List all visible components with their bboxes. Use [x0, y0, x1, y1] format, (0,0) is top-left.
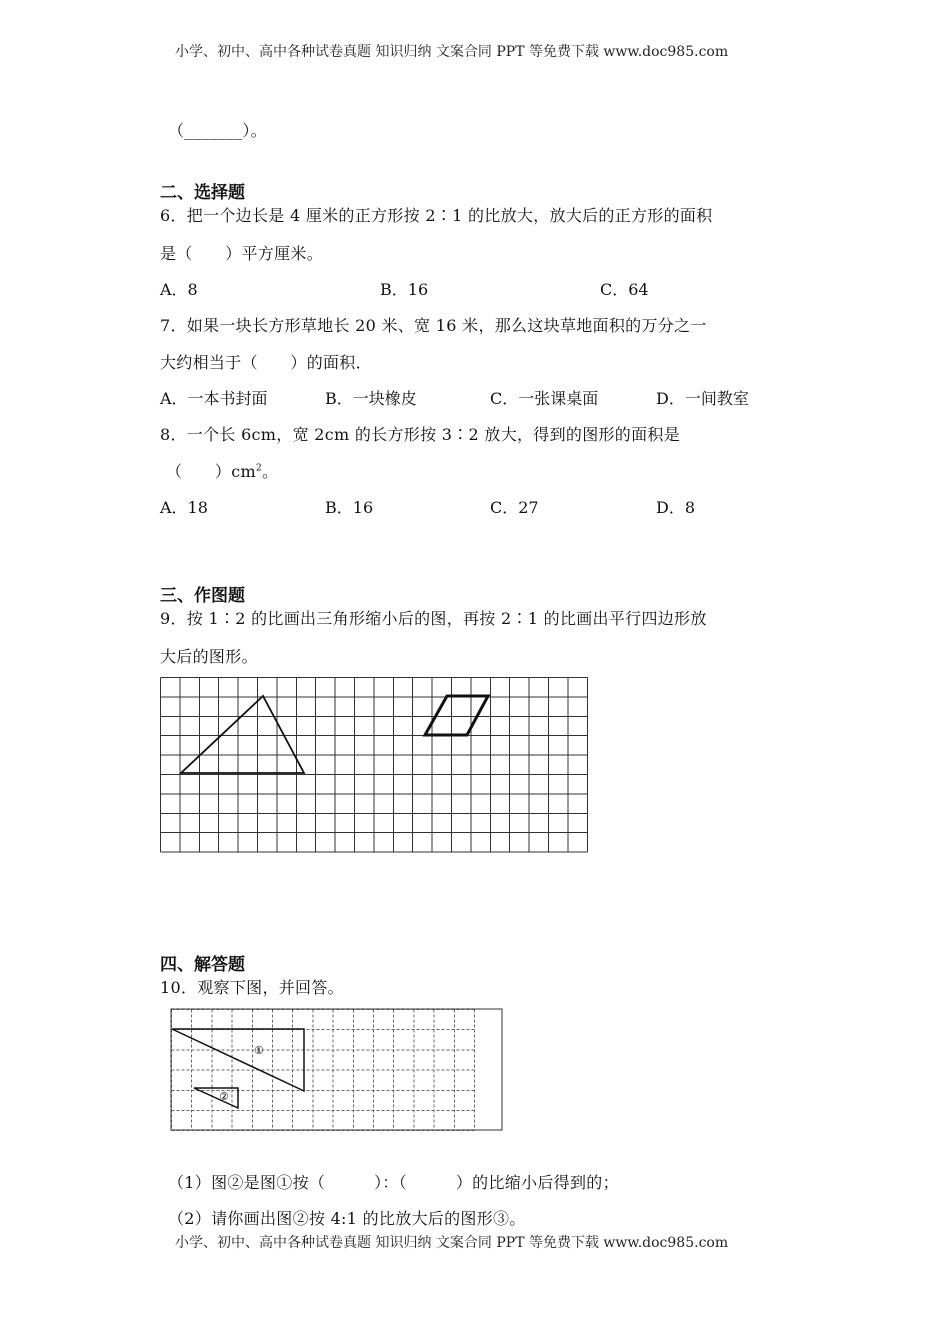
q8-option-b: B．16 — [325, 498, 374, 517]
q6-text-line2: 是（ ）平方厘米。 — [160, 244, 324, 263]
q8-option-c: C．27 — [490, 498, 539, 517]
q10-subquestion-1: （1）图②是图①按（ ）：（ ）的比缩小后得到的； — [168, 1173, 619, 1192]
section-title-answer: 四、解答题 — [160, 955, 245, 975]
section-title-choice: 二、选择题 — [160, 183, 245, 203]
q10-label-1: ① — [254, 1044, 264, 1057]
q7-text-line1: 7．如果一块长方形草地长 20 米、宽 16 米，那么这块草地面积的万分之一 — [160, 316, 707, 335]
section-title-drawing: 三、作图题 — [160, 586, 245, 606]
q6-text-line1: 6．把一个边长是 4 厘米的正方形按 2∶1 的比放大，放大后的正方形的面积 — [160, 206, 713, 225]
q7-option-b: B．一块橡皮 — [325, 389, 417, 408]
q10-figure-grid — [170, 1008, 506, 1133]
q8-unit-exponent: 2 — [255, 463, 262, 474]
q10-triangle-2 — [194, 1088, 238, 1108]
q7-option-c: C．一张课桌面 — [490, 389, 599, 408]
q10-label-2: ② — [219, 1090, 229, 1103]
q8-option-a: A．18 — [160, 498, 208, 517]
answer-blank: （_______）。 — [168, 121, 267, 140]
q6-option-a: A．8 — [160, 280, 198, 299]
q10-text-line1: 10．观察下图，并回答。 — [160, 978, 344, 997]
q6-option-b: B．16 — [380, 280, 429, 299]
q9-parallelogram — [425, 696, 488, 735]
q9-drawing-grid — [158, 675, 616, 855]
page-footer: 小学、初中、高中各种试卷真题 知识归纳 文案合同 PPT 等免费下载 www.doc985.com — [175, 1235, 729, 1251]
q7-option-a: A．一本书封面 — [160, 389, 268, 408]
q7-text-line2: 大约相当于（ ）的面积． — [160, 353, 372, 372]
q8-option-d: D．8 — [656, 498, 696, 517]
q7-option-d: D．一间教室 — [656, 389, 749, 408]
q9-text-line1: 9．按 1∶2 的比画出三角形缩小后的图，再按 2∶1 的比画出平行四边形放 — [160, 609, 707, 628]
q8-text-line1: 8．一个长 6cm，宽 2cm 的长方形按 3∶2 放大，得到的图形的面积是 — [160, 425, 680, 444]
q8-line2-text: （ ）cm — [166, 462, 256, 481]
q8-text-line2 — [166, 459, 278, 482]
page-header: 小学、初中、高中各种试卷真题 知识归纳 文案合同 PPT 等免费下载 www.doc985.com — [175, 44, 729, 60]
q9-text-line2: 大后的图形。 — [160, 647, 258, 666]
q6-option-c: C．64 — [600, 280, 649, 299]
q10-subquestion-2: （2）请你画出图②按 4:1 的比放大后的图形③。 — [168, 1209, 526, 1228]
q8-line2-end: 。 — [261, 462, 279, 481]
